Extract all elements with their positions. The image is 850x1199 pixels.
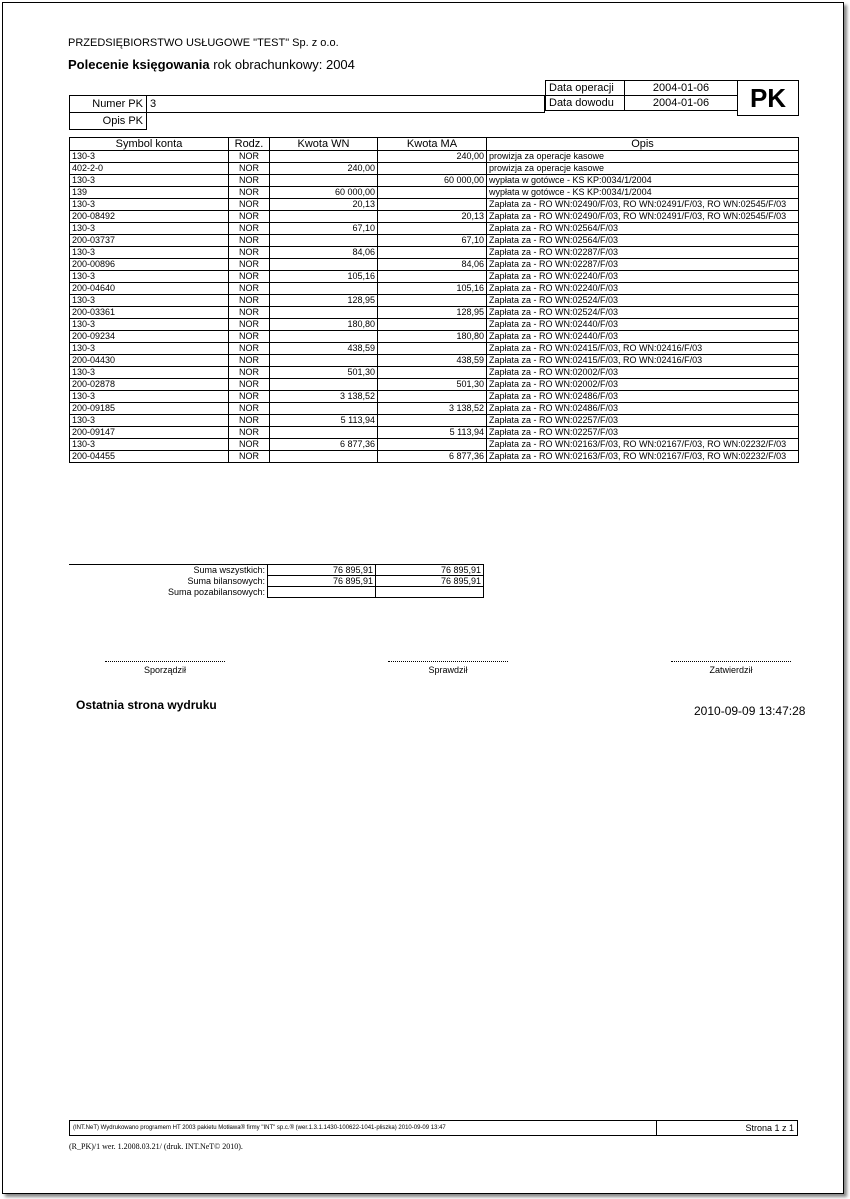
suma-bilansowych-label: Suma bilansowych: <box>187 576 265 586</box>
dates-table <box>545 80 738 111</box>
debit-amount-cell <box>270 211 378 223</box>
type-cell: NOR <box>229 271 270 283</box>
type-cell: NOR <box>229 187 270 199</box>
credit-amount-cell: 128,95 <box>378 307 487 319</box>
account-symbol-cell: 200-04455 <box>70 451 229 463</box>
pk-header-table <box>69 95 545 130</box>
signature-sprawdzil: Sprawdził <box>388 661 508 675</box>
table-row <box>70 271 799 283</box>
last-page-note: Ostatnia strona wydruku <box>76 698 217 712</box>
account-symbol-cell: 130-3 <box>70 247 229 259</box>
account-symbol-cell: 200-02878 <box>70 379 229 391</box>
account-symbol-cell: 130-3 <box>70 175 229 187</box>
credit-amount-cell <box>378 367 487 379</box>
debit-amount-cell: 20,13 <box>270 199 378 211</box>
credit-amount-cell: 20,13 <box>378 211 487 223</box>
suma-wszystkich-ma: 76 895,91 <box>376 565 484 576</box>
table-row <box>70 187 799 199</box>
debit-amount-cell: 60 000,00 <box>270 187 378 199</box>
description-cell: Zapłata za - RO WN:02240/F/03 <box>487 271 799 283</box>
table-row <box>70 403 799 415</box>
account-symbol-cell: 200-09234 <box>70 331 229 343</box>
debit-amount-cell: 438,59 <box>270 343 378 355</box>
document-title <box>68 57 355 72</box>
credit-amount-cell <box>378 415 487 427</box>
debit-amount-cell <box>270 331 378 343</box>
account-symbol-cell: 402-2-0 <box>70 163 229 175</box>
title-bold: Polecenie księgowania <box>68 57 210 72</box>
table-row <box>70 427 799 439</box>
description-cell: Zapłata za - RO WN:02257/F/03 <box>487 415 799 427</box>
table-row <box>70 151 799 163</box>
account-symbol-cell: 130-3 <box>70 199 229 211</box>
type-cell: NOR <box>229 367 270 379</box>
account-symbol-cell: 130-3 <box>70 439 229 451</box>
type-cell: NOR <box>229 415 270 427</box>
signature-zatwierdzil: Zatwierdził <box>671 661 791 675</box>
type-cell: NOR <box>229 295 270 307</box>
debit-amount-cell <box>270 427 378 439</box>
table-row <box>70 379 799 391</box>
credit-amount-cell: 438,59 <box>378 355 487 367</box>
table-row <box>70 391 799 403</box>
type-cell: NOR <box>229 199 270 211</box>
table-row <box>70 439 799 451</box>
debit-amount-cell: 180,80 <box>270 319 378 331</box>
suma-wszystkich-wn: 76 895,91 <box>268 565 376 576</box>
doc-type-badge: PK <box>737 80 799 116</box>
debit-amount-cell: 6 877,36 <box>270 439 378 451</box>
footer-version: (R_PK)/1 wer. 1.2008.03.21/ (druk. INT.NeT© 2010). <box>69 1142 243 1151</box>
table-row <box>70 235 799 247</box>
col-kwota-wn: Kwota WN <box>270 138 378 151</box>
credit-amount-cell: 180,80 <box>378 331 487 343</box>
credit-amount-cell: 67,10 <box>378 235 487 247</box>
postings-table <box>69 137 799 463</box>
table-row <box>70 331 799 343</box>
description-cell: Zapłata za - RO WN:02524/F/03 <box>487 307 799 319</box>
description-cell: Zapłata za - RO WN:02524/F/03 <box>487 295 799 307</box>
account-symbol-cell: 130-3 <box>70 343 229 355</box>
suma-bilansowych-wn: 76 895,91 <box>268 576 376 587</box>
col-rodz: Rodz. <box>229 138 270 151</box>
footer-program: (INT.NeT) Wydrukowano programem HT 2003 pakietu Motława® firmy "INT" sp.c.® (wer.1.3.1.1430-100622-1041-pliszka) 2010-09-09 13:47 <box>70 1121 657 1136</box>
credit-amount-cell: 501,30 <box>378 379 487 391</box>
type-cell: NOR <box>229 211 270 223</box>
account-symbol-cell: 130-3 <box>70 151 229 163</box>
credit-amount-cell <box>378 187 487 199</box>
type-cell: NOR <box>229 163 270 175</box>
credit-amount-cell: 5 113,94 <box>378 427 487 439</box>
type-cell: NOR <box>229 175 270 187</box>
type-cell: NOR <box>229 379 270 391</box>
description-cell: Zapłata za - RO WN:02240/F/03 <box>487 283 799 295</box>
suma-wszystkich-label: Suma wszystkich: <box>69 565 268 576</box>
description-cell: Zapłata za - RO WN:02486/F/03 <box>487 391 799 403</box>
type-cell: NOR <box>229 247 270 259</box>
account-symbol-cell: 200-09185 <box>70 403 229 415</box>
type-cell: NOR <box>229 235 270 247</box>
type-cell: NOR <box>229 391 270 403</box>
account-symbol-cell: 130-3 <box>70 223 229 235</box>
description-cell: Zapłata za - RO WN:02257/F/03 <box>487 427 799 439</box>
credit-amount-cell: 105,16 <box>378 283 487 295</box>
account-symbol-cell: 130-3 <box>70 415 229 427</box>
credit-amount-cell <box>378 223 487 235</box>
type-cell: NOR <box>229 151 270 163</box>
col-symbol-konta: Symbol konta <box>70 138 229 151</box>
table-row <box>70 247 799 259</box>
description-cell: prowizja za operacje kasowe <box>487 163 799 175</box>
opis-pk-value <box>147 113 545 130</box>
table-row <box>70 175 799 187</box>
description-cell: Zapłata za - RO WN:02002/F/03 <box>487 379 799 391</box>
debit-amount-cell <box>270 307 378 319</box>
debit-amount-cell <box>270 151 378 163</box>
table-row <box>70 319 799 331</box>
debit-amount-cell <box>270 175 378 187</box>
numer-pk-label: Numer PK <box>70 96 147 113</box>
type-cell: NOR <box>229 259 270 271</box>
type-cell: NOR <box>229 427 270 439</box>
type-cell: NOR <box>229 343 270 355</box>
type-cell: NOR <box>229 307 270 319</box>
description-cell: Zapłata za - RO WN:02564/F/03 <box>487 235 799 247</box>
account-symbol-cell: 130-3 <box>70 391 229 403</box>
company-name: PRZEDSIĘBIORSTWO USŁUGOWE "TEST" Sp. z o.o. <box>68 37 339 49</box>
table-row <box>70 163 799 175</box>
debit-amount-cell <box>270 451 378 463</box>
account-symbol-cell: 130-3 <box>70 295 229 307</box>
suma-bilansowych-ma: 76 895,91 <box>376 576 484 587</box>
debit-amount-cell: 105,16 <box>270 271 378 283</box>
description-cell: Zapłata za - RO WN:02486/F/03 <box>487 403 799 415</box>
table-header-row <box>70 138 799 151</box>
suma-pozabilansowych-label: Suma pozabilansowych: <box>167 587 265 597</box>
credit-amount-cell <box>378 319 487 331</box>
credit-amount-cell: 240,00 <box>378 151 487 163</box>
account-symbol-cell: 200-09147 <box>70 427 229 439</box>
debit-amount-cell: 3 138,52 <box>270 391 378 403</box>
title-rest: rok obrachunkowy: 2004 <box>209 57 355 72</box>
debit-amount-cell: 501,30 <box>270 367 378 379</box>
table-row <box>70 223 799 235</box>
opis-pk-label: Opis PK <box>70 113 147 130</box>
credit-amount-cell: 3 138,52 <box>378 403 487 415</box>
description-cell: Zapłata za - RO WN:02415/F/03, RO WN:02416/F/03 <box>487 343 799 355</box>
type-cell: NOR <box>229 283 270 295</box>
description-cell: wypłata w gotówce - KS KP:0034/1/2004 <box>487 187 799 199</box>
table-row <box>70 259 799 271</box>
account-symbol-cell: 139 <box>70 187 229 199</box>
type-cell: NOR <box>229 223 270 235</box>
type-cell: NOR <box>229 319 270 331</box>
debit-amount-cell: 84,06 <box>270 247 378 259</box>
debit-amount-cell: 67,10 <box>270 223 378 235</box>
col-opis: Opis <box>487 138 799 151</box>
table-row <box>70 307 799 319</box>
table-row <box>70 415 799 427</box>
suma-pozabilansowych-wn <box>268 587 376 598</box>
type-cell: NOR <box>229 439 270 451</box>
description-cell: Zapłata za - RO WN:02287/F/03 <box>487 259 799 271</box>
credit-amount-cell <box>378 439 487 451</box>
debit-amount-cell <box>270 235 378 247</box>
debit-amount-cell <box>270 283 378 295</box>
debit-amount-cell <box>270 379 378 391</box>
account-symbol-cell: 130-3 <box>70 367 229 379</box>
description-cell: Zapłata za - RO WN:02415/F/03, RO WN:02416/F/03 <box>487 355 799 367</box>
credit-amount-cell: 84,06 <box>378 259 487 271</box>
description-cell: Zapłata za - RO WN:02002/F/03 <box>487 367 799 379</box>
postings-body <box>70 151 799 463</box>
account-symbol-cell: 200-04430 <box>70 355 229 367</box>
col-kwota-ma: Kwota MA <box>378 138 487 151</box>
signature-sporzadzil: Sporządził <box>105 661 225 675</box>
table-row <box>70 355 799 367</box>
description-cell: Zapłata za - RO WN:02440/F/03 <box>487 319 799 331</box>
debit-amount-cell <box>270 355 378 367</box>
description-cell: wypłata w gotówce - KS KP:0034/1/2004 <box>487 175 799 187</box>
credit-amount-cell <box>378 199 487 211</box>
credit-amount-cell: 6 877,36 <box>378 451 487 463</box>
data-operacji-label: Data operacji <box>546 81 625 96</box>
credit-amount-cell <box>378 343 487 355</box>
footer-table <box>69 1120 798 1136</box>
credit-amount-cell <box>378 163 487 175</box>
credit-amount-cell <box>378 391 487 403</box>
data-dowodu-value: 2004-01-06 <box>625 96 738 111</box>
type-cell: NOR <box>229 331 270 343</box>
sums-table <box>69 564 484 598</box>
description-cell: prowizja za operacje kasowe <box>487 151 799 163</box>
credit-amount-cell <box>378 271 487 283</box>
print-timestamp: 2010-09-09 13:47:28 <box>694 704 806 718</box>
debit-amount-cell <box>270 403 378 415</box>
table-row <box>70 199 799 211</box>
account-symbol-cell: 130-3 <box>70 319 229 331</box>
account-symbol-cell: 200-00896 <box>70 259 229 271</box>
description-cell: Zapłata za - RO WN:02163/F/03, RO WN:02167/F/03, RO WN:02232/F/03 <box>487 439 799 451</box>
table-row <box>70 211 799 223</box>
data-dowodu-label: Data dowodu <box>546 96 625 111</box>
numer-pk-value: 3 <box>147 96 545 113</box>
debit-amount-cell: 240,00 <box>270 163 378 175</box>
account-symbol-cell: 200-03361 <box>70 307 229 319</box>
debit-amount-cell: 5 113,94 <box>270 415 378 427</box>
table-row <box>70 343 799 355</box>
account-symbol-cell: 130-3 <box>70 271 229 283</box>
data-operacji-value: 2004-01-06 <box>625 81 738 96</box>
account-symbol-cell: 200-03737 <box>70 235 229 247</box>
description-cell: Zapłata za - RO WN:02163/F/03, RO WN:02167/F/03, RO WN:02232/F/03 <box>487 451 799 463</box>
debit-amount-cell: 128,95 <box>270 295 378 307</box>
description-cell: Zapłata za - RO WN:02490/F/03, RO WN:02491/F/03, RO WN:02545/F/03 <box>487 199 799 211</box>
description-cell: Zapłata za - RO WN:02287/F/03 <box>487 247 799 259</box>
type-cell: NOR <box>229 451 270 463</box>
credit-amount-cell <box>378 247 487 259</box>
account-symbol-cell: 200-08492 <box>70 211 229 223</box>
type-cell: NOR <box>229 355 270 367</box>
table-row <box>70 283 799 295</box>
account-symbol-cell: 200-04640 <box>70 283 229 295</box>
table-row <box>70 367 799 379</box>
type-cell: NOR <box>229 403 270 415</box>
description-cell: Zapłata za - RO WN:02564/F/03 <box>487 223 799 235</box>
debit-amount-cell <box>270 259 378 271</box>
table-row <box>70 451 799 463</box>
credit-amount-cell: 60 000,00 <box>378 175 487 187</box>
description-cell: Zapłata za - RO WN:02440/F/03 <box>487 331 799 343</box>
credit-amount-cell <box>378 295 487 307</box>
suma-pozabilansowych-ma <box>376 587 484 598</box>
footer-page-number: Strona 1 z 1 <box>657 1121 798 1136</box>
description-cell: Zapłata za - RO WN:02490/F/03, RO WN:02491/F/03, RO WN:02545/F/03 <box>487 211 799 223</box>
table-row <box>70 295 799 307</box>
